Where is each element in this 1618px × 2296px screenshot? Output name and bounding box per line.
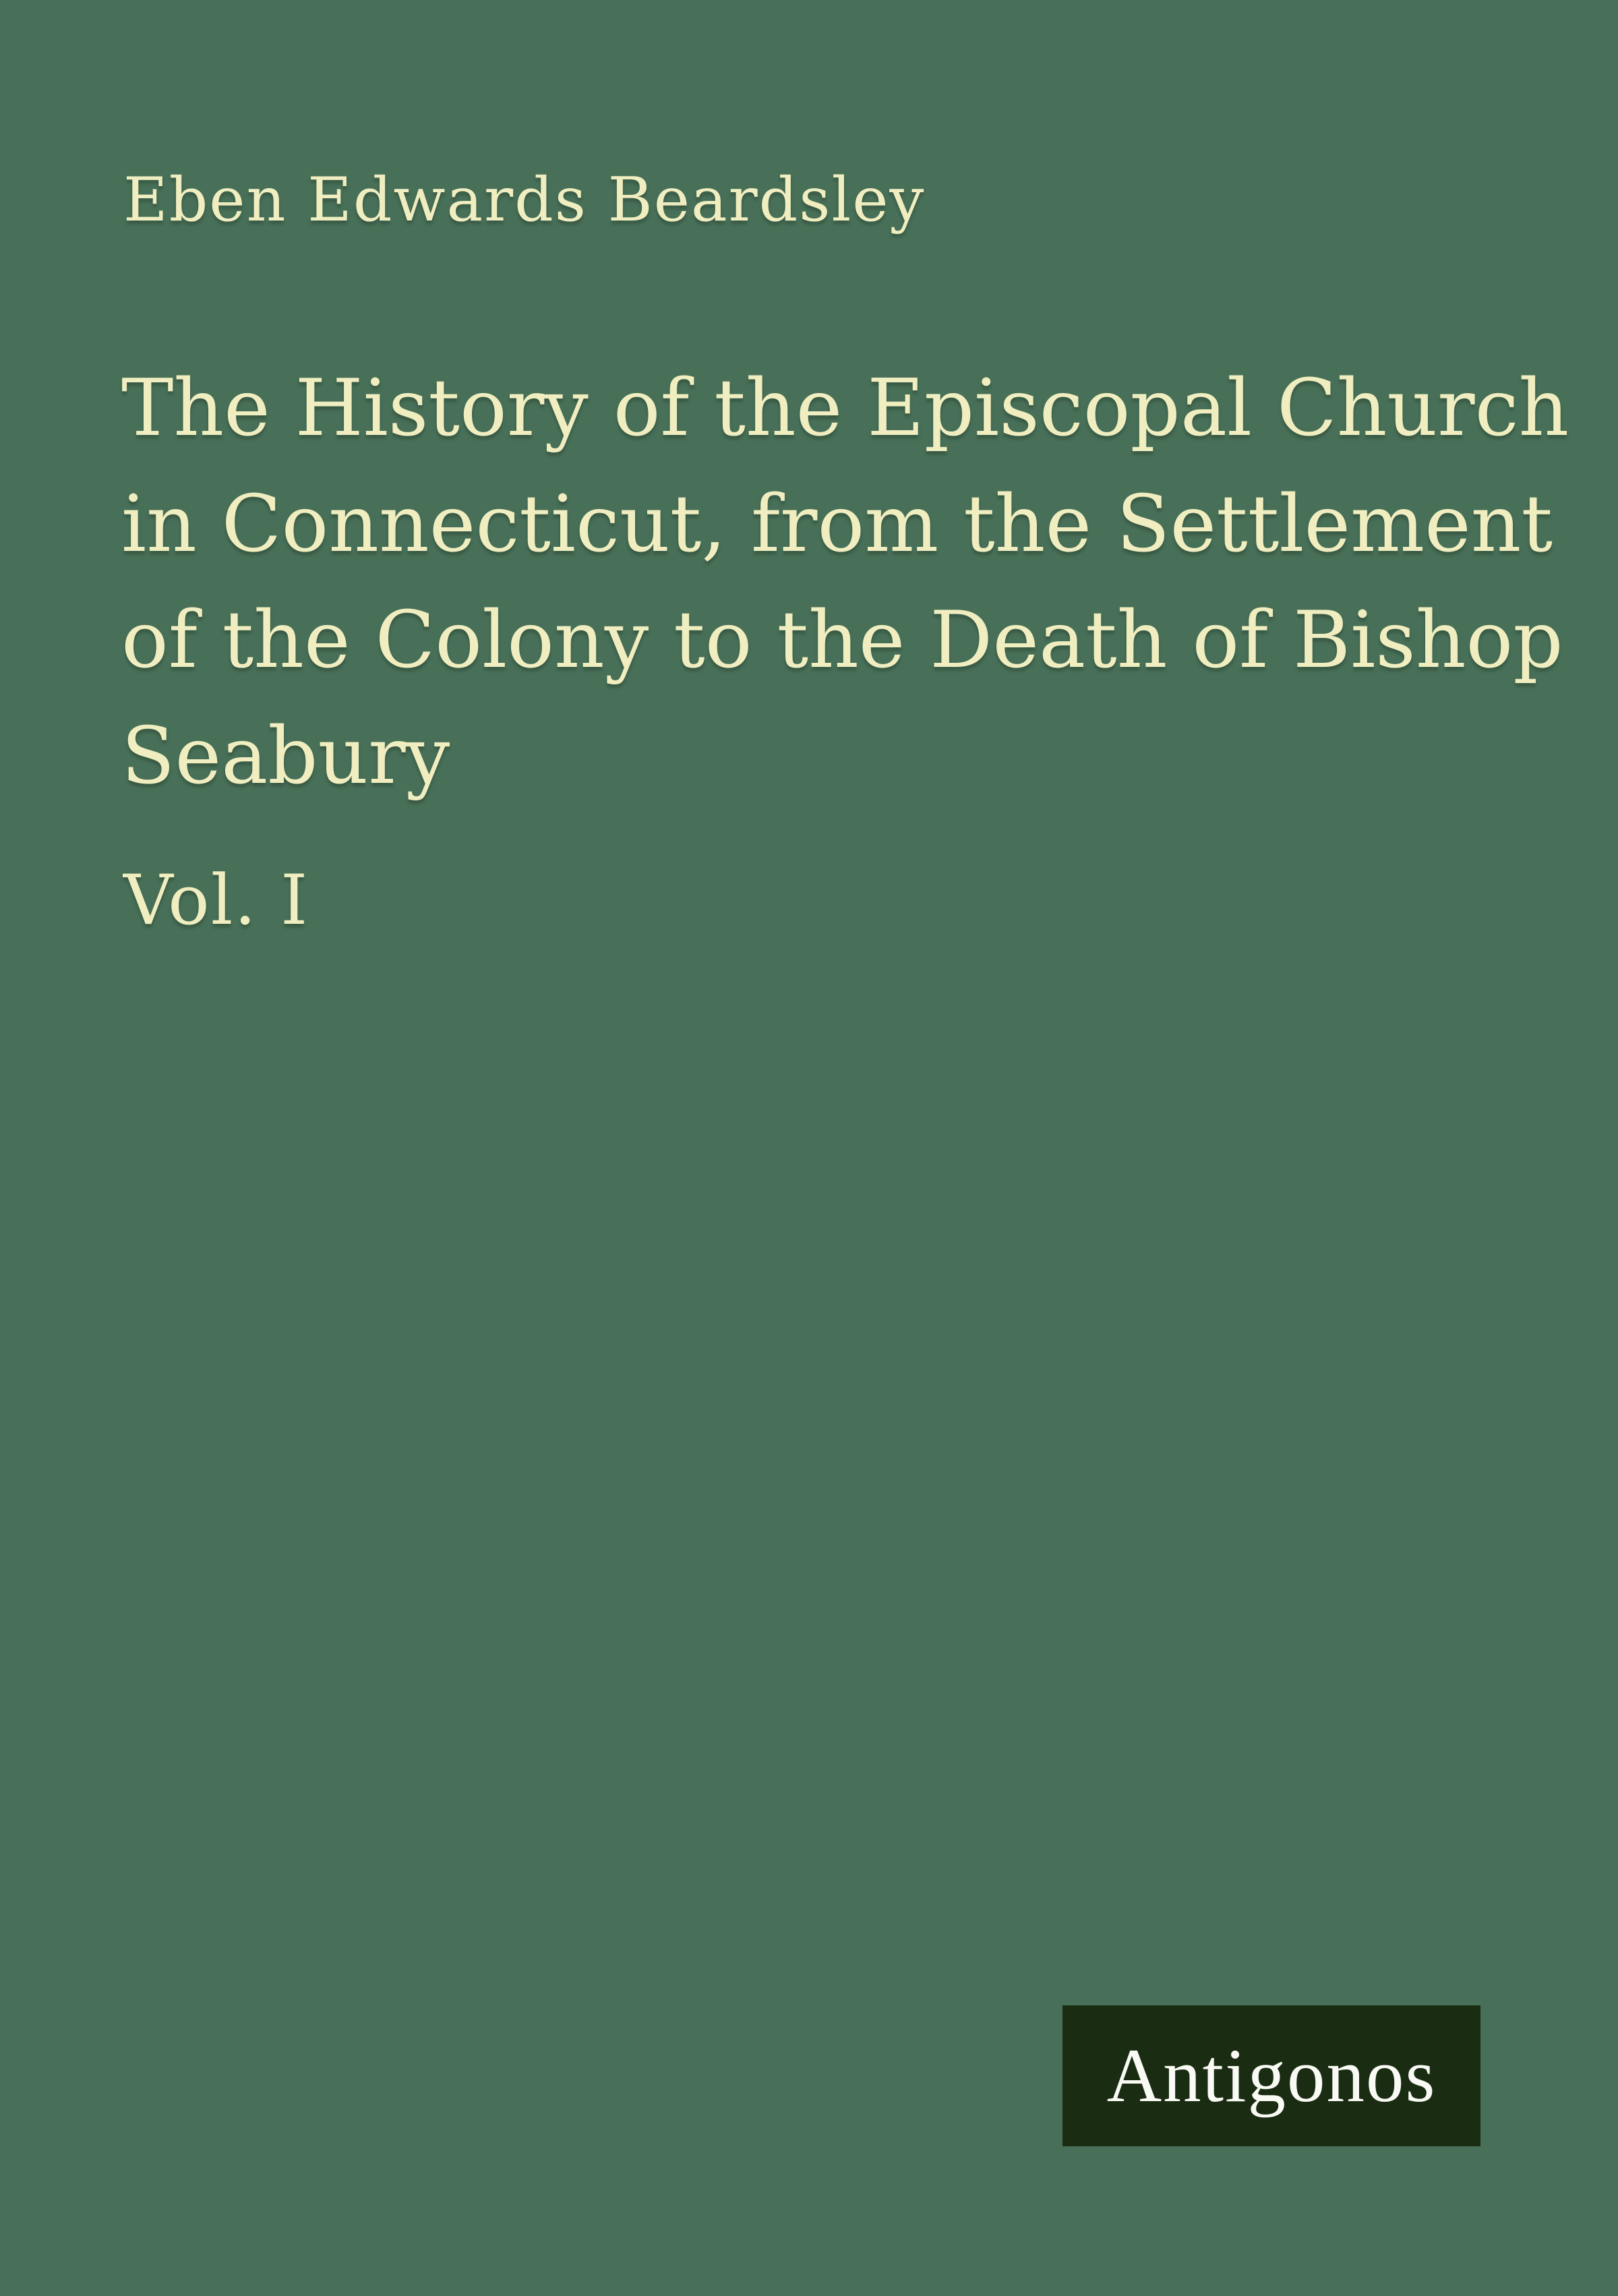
book-title bbox=[121, 351, 1569, 815]
publisher-name: Antigonos bbox=[1106, 2034, 1437, 2118]
publisher-box bbox=[1062, 2005, 1480, 2146]
author-name: Eben Edwards Beardsley bbox=[123, 165, 926, 235]
title-line-2: in Connecticut, from the Settlement bbox=[121, 479, 1553, 570]
title-line-4: Seabury bbox=[121, 711, 450, 802]
title-line-3: of the Colony to the Death of Bishop bbox=[121, 595, 1563, 686]
volume-label: Vol. I bbox=[123, 860, 309, 941]
title-line-1: The History of the Episcopal Church bbox=[121, 363, 1569, 454]
